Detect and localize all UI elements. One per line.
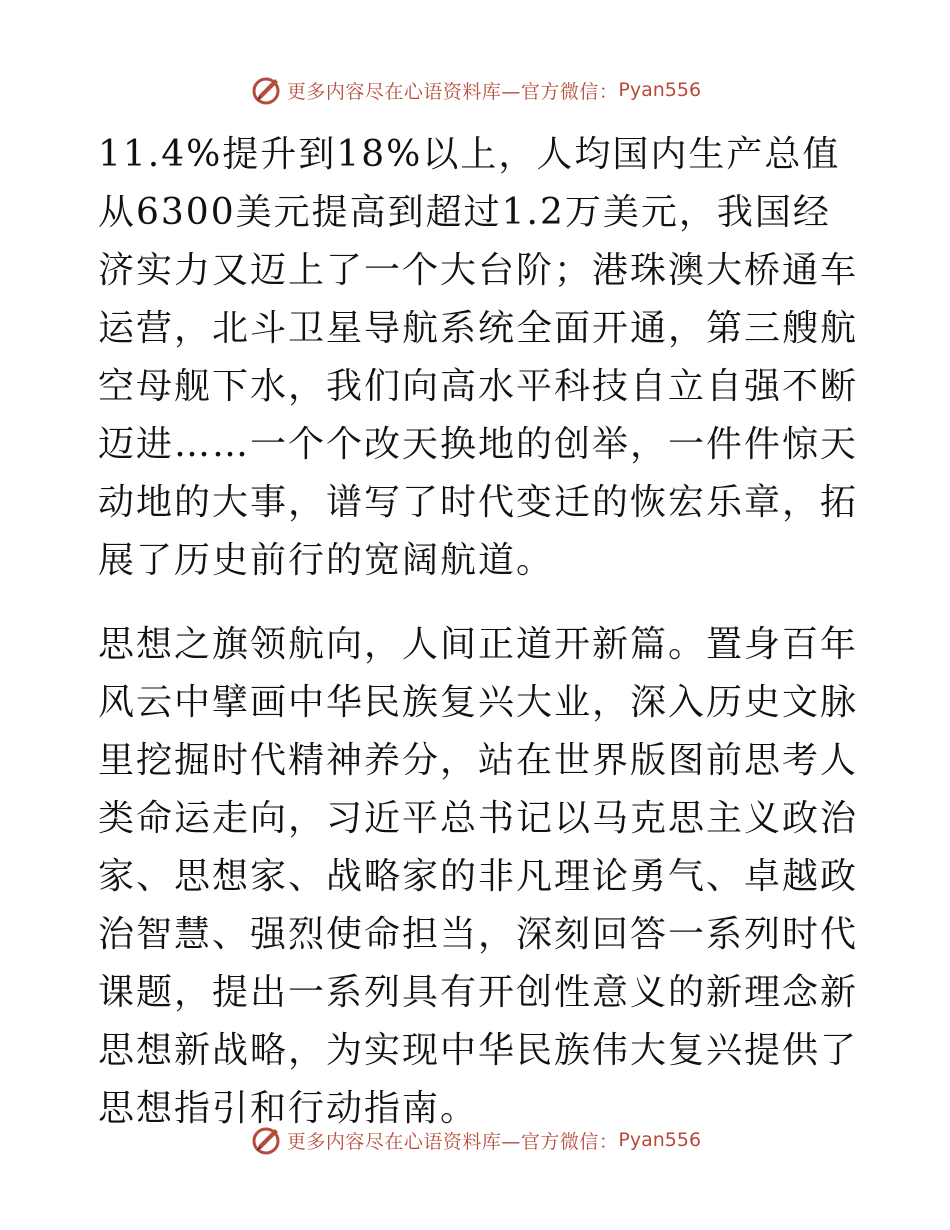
header-banner-wechat-id: Pyan556 bbox=[618, 79, 702, 101]
footer-banner bbox=[0, 1120, 950, 1160]
pen-logo-icon bbox=[249, 1123, 283, 1157]
paragraph-1: 11.4%提升到18%以上，人均国内生产总值从6300美元提高到超过1.2万美元，我国经济实力又迈上了一个大台阶；港珠澳大桥通车运营，北斗卫星导航系统全面开通，第三艘航空母舰下水，我们向高水平科技自立自强不断迈进……一个个改天换地的创举，一件件惊天动地的大事，谱写了时代变迁的恢宏乐章，拓展了历史前行的宽阔航道。 bbox=[98, 134, 859, 581]
pen-logo-icon bbox=[249, 73, 283, 107]
footer-banner-wechat-id: Pyan556 bbox=[618, 1129, 702, 1151]
document-body bbox=[98, 126, 858, 1138]
paragraph-2: 思想之旗领航向，人间正道开新篇。置身百年风云中擘画中华民族复兴大业，深入历史文脉里挖掘时代精神养分，站在世界版图前思考人类命运走向，习近平总书记以马克思主义政治家、思想家、战略家的非凡理论勇气、卓越政治智慧、强烈使命担当，深刻回答一系列时代课题，提出一系列具有开创性意义的新理念新思想新战略，为实现中华民族伟大复兴提供了思想指引和行动指南。 bbox=[98, 624, 859, 1129]
header-banner-text: 更多内容尽在心语资料库—官方微信： bbox=[286, 80, 619, 103]
header-banner bbox=[0, 70, 950, 110]
footer-banner-text: 更多内容尽在心语资料库—官方微信： bbox=[286, 1130, 619, 1153]
